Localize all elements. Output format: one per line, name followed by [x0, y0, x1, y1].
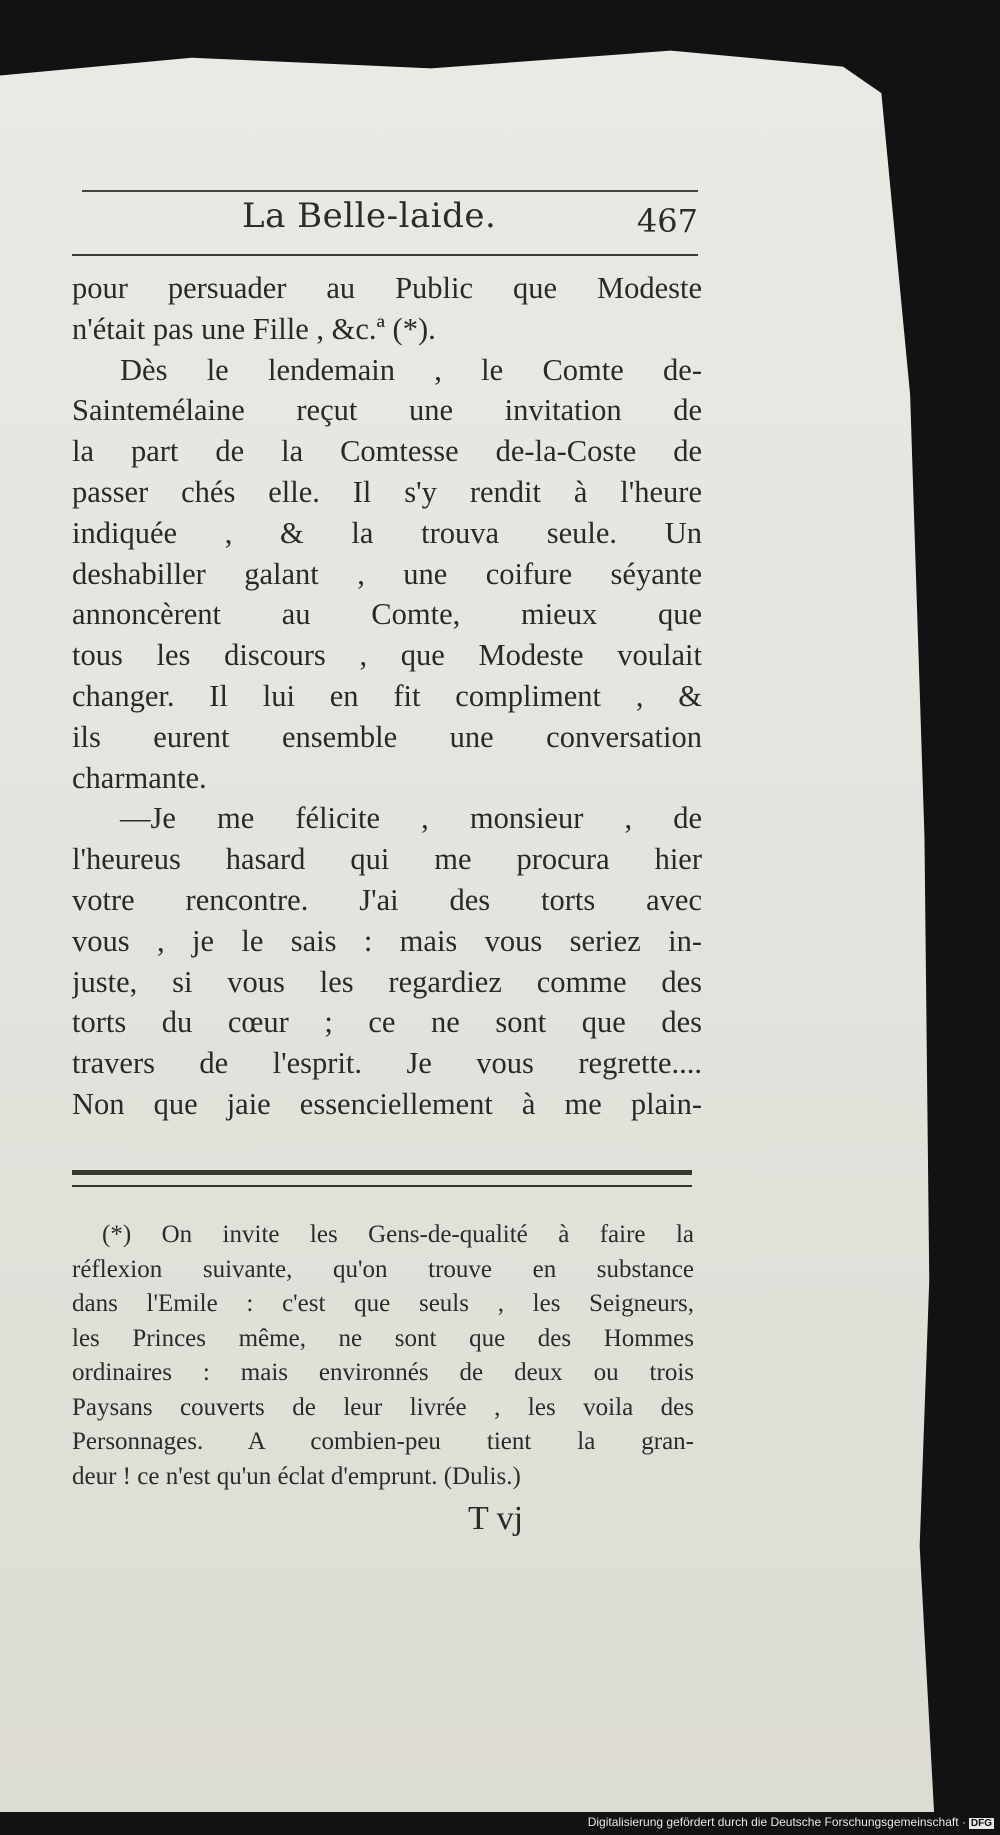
digitization-notice [588, 1815, 994, 1829]
footnote-divider-thin [72, 1185, 692, 1187]
body-line: changer. Il lui en fit compliment , & [72, 678, 702, 713]
body-line: torts du cœur ; ce ne sont que des [72, 1005, 702, 1040]
body-line: Saintemélaine reçut une invitation de [72, 393, 702, 428]
body-line: charmante. [72, 760, 207, 795]
body-line: travers de l'esprit. Je vous regrette.... [72, 1046, 702, 1081]
body-line: —Je me félicite , monsieur , de [120, 801, 702, 836]
page-number: 467 [636, 202, 698, 240]
body-line: indiquée , & la trouva seule. Un [72, 515, 702, 550]
body-line: pour persuader au Public que Modeste [72, 271, 702, 305]
footnote-line: ordinaires : mais environnés de deux ou trois [72, 1359, 694, 1386]
body-line: n'était pas une Fille , &c.ª (*). [72, 311, 436, 346]
footnote-line: Personnages. A combien-peu tient la gran- [72, 1428, 694, 1455]
digitization-notice-text: Digitalisierung gefördert durch die Deutsche Forschungsgemeinschaft · [587, 1815, 966, 1829]
top-rule [82, 190, 698, 192]
running-title: La Belle-laide. [242, 196, 497, 236]
body-line: Dès le lendemain , le Comte de- [120, 352, 702, 387]
body-line: juste, si vous les regardiez comme des [72, 964, 702, 999]
footnote-line: dans l'Emile : c'est que seuls , les Seigneurs, [72, 1290, 694, 1317]
body-line: deshabiller galant , une coifure séyante [72, 556, 702, 591]
body-line: tous les discours , que Modeste voulait [72, 638, 702, 673]
dfg-logo: DFG [970, 1818, 992, 1829]
footnote [72, 1218, 694, 1494]
footnote-line: les Princes même, ne sont que des Hommes [72, 1324, 694, 1352]
body-line: passer chés elle. Il s'y rendit à l'heure [72, 474, 702, 509]
body-line: vous , je le sais : mais vous seriez in- [72, 923, 702, 958]
page-header [82, 196, 698, 246]
footnote-divider-thick [72, 1170, 692, 1175]
footnote-line: réflexion suivante, qu'on trouve en substance [72, 1255, 694, 1283]
footnote-line: deur ! ce n'est qu'un éclat d'emprunt. (Dulis.) [72, 1462, 521, 1490]
signature-mark: T vj [468, 1500, 524, 1537]
body-line: annoncèrent au Comte, mieux que [72, 597, 702, 632]
body-line: la part de la Comtesse de-la-Coste de [72, 434, 702, 469]
body-line: l'heureus hasard qui me procura hier [72, 842, 702, 877]
footnote-line: Paysans couverts de leur livrée , les voila des [72, 1393, 694, 1421]
body-line: Non que jaie essenciellement à me plain- [72, 1086, 702, 1121]
body-line: ils eurent ensemble une conversation [72, 719, 702, 754]
body-line: votre rencontre. J'ai des torts avec [72, 882, 702, 917]
header-rule [72, 254, 698, 256]
body-text [72, 268, 702, 1125]
footnote-line: (*) On invite les Gens-de-qualité à faire la [102, 1221, 694, 1248]
